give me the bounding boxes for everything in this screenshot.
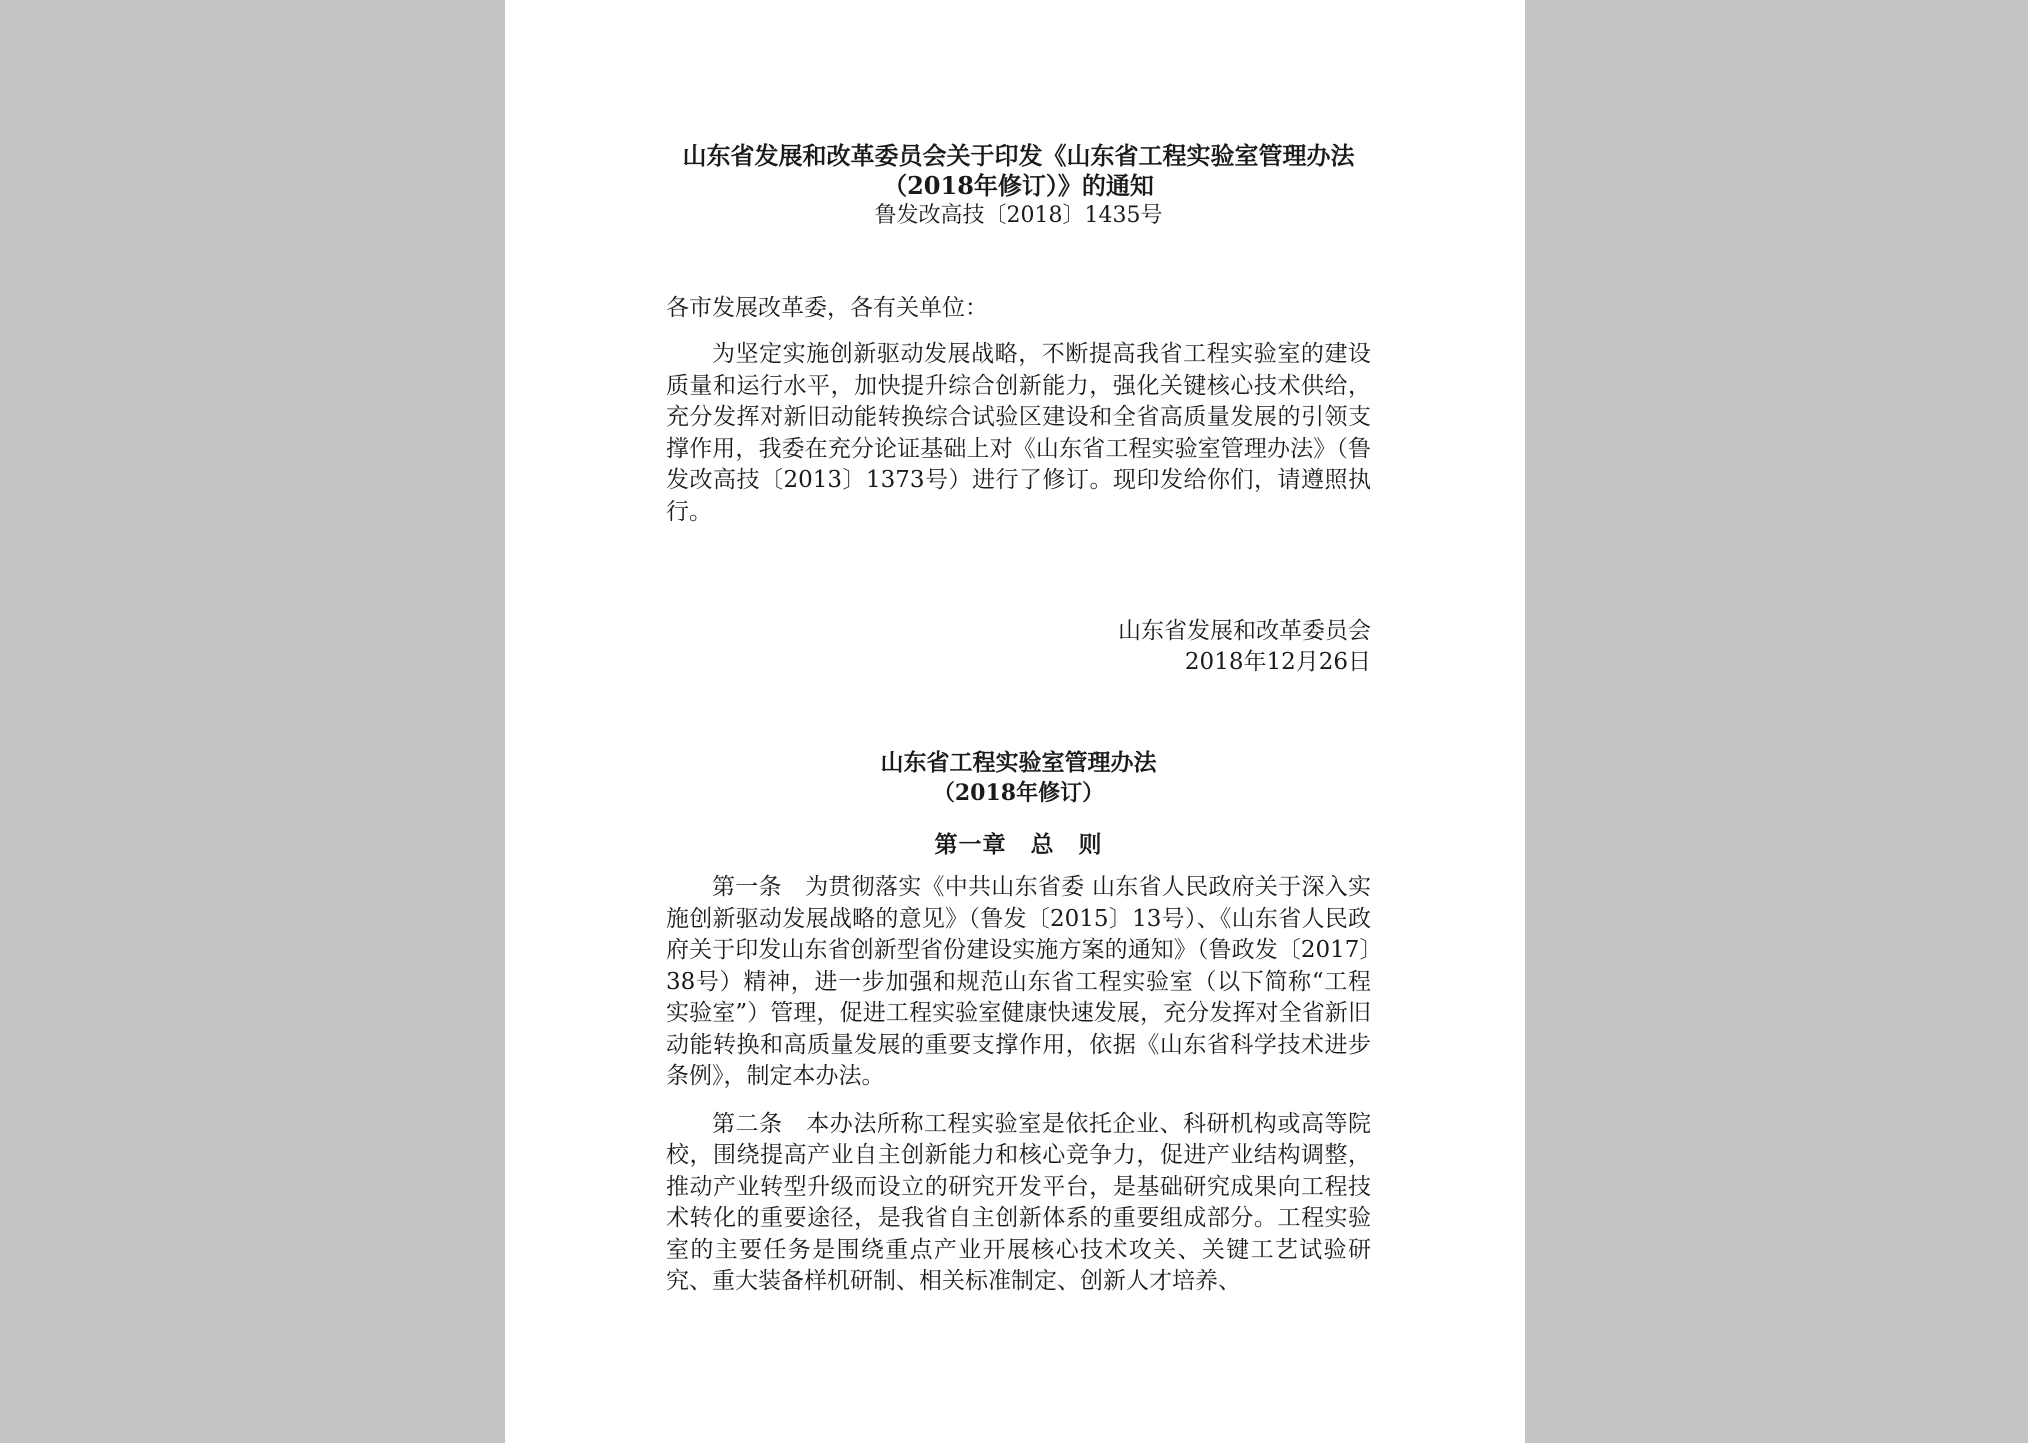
chapter-heading: 第一章 总 则	[934, 831, 1103, 858]
measures-subtitle: （2018年修订）	[932, 780, 1105, 806]
article-1: 第一条 为贯彻落实《中共山东省委 山东省人民政府关于深入实施创新驱动发展战略的意见》（鲁发〔2015〕13号）、《山东省人民政府关于印发山东省创新型省份建设实施方案的通知》（鲁政发〔2017〕38号）精神，进一步加强和规范山东省工程实验室（以下简称“工程实验室”）管理，促进工程实验室健康快速发展，充分发挥对全省新旧动能转换和高质量发展的重要支撑作用，依据《山东省科学技术进步条例》，制定本办法。	[666, 874, 1371, 1089]
signature-date: 2018年12月26日	[1184, 649, 1371, 675]
document-content	[666, 141, 1371, 1314]
notice-addressee: 各市发展改革委，各有关单位：	[666, 295, 988, 321]
signature-organization: 山东省发展和改革委员会	[1118, 618, 1371, 644]
notice-body: 为坚定实施创新驱动发展战略，不断提高我省工程实验室的建设质量和运行水平，加快提升综合创新能力，强化关键核心技术供给，充分发挥对新旧动能转换综合试验区建设和全省高质量发展的引领支撑作用，我委在充分论证基础上对《山东省工程实验室管理办法》（鲁发改高技〔2013〕1373号）进行了修订。现印发给你们，请遵照执行。	[666, 341, 1371, 525]
notice-title-line1: 山东省发展和改革委员会关于印发《山东省工程实验室管理办法	[682, 141, 1355, 170]
measures-title: 山东省工程实验室管理办法	[880, 749, 1157, 776]
notice-document-number: 鲁发改高技〔2018〕1435号	[874, 203, 1163, 228]
notice-title-line2: （2018年修订）》的通知	[883, 171, 1154, 200]
article-2: 第二条 本办法所称工程实验室是依托企业、科研机构或高等院校，围绕提高产业自主创新能力和核心竞争力，促进产业结构调整，推动产业转型升级而设立的研究开发平台，是基础研究成果向工程技术转化的重要途径，是我省自主创新体系的重要组成部分。工程实验室的主要任务是围绕重点产业开展核心技术攻关、关键工艺试验研究、重大装备样机研制、相关标准制定、创新人才培养、	[666, 1110, 1371, 1294]
notice-signature	[666, 616, 1371, 678]
document-page	[505, 0, 1525, 1443]
